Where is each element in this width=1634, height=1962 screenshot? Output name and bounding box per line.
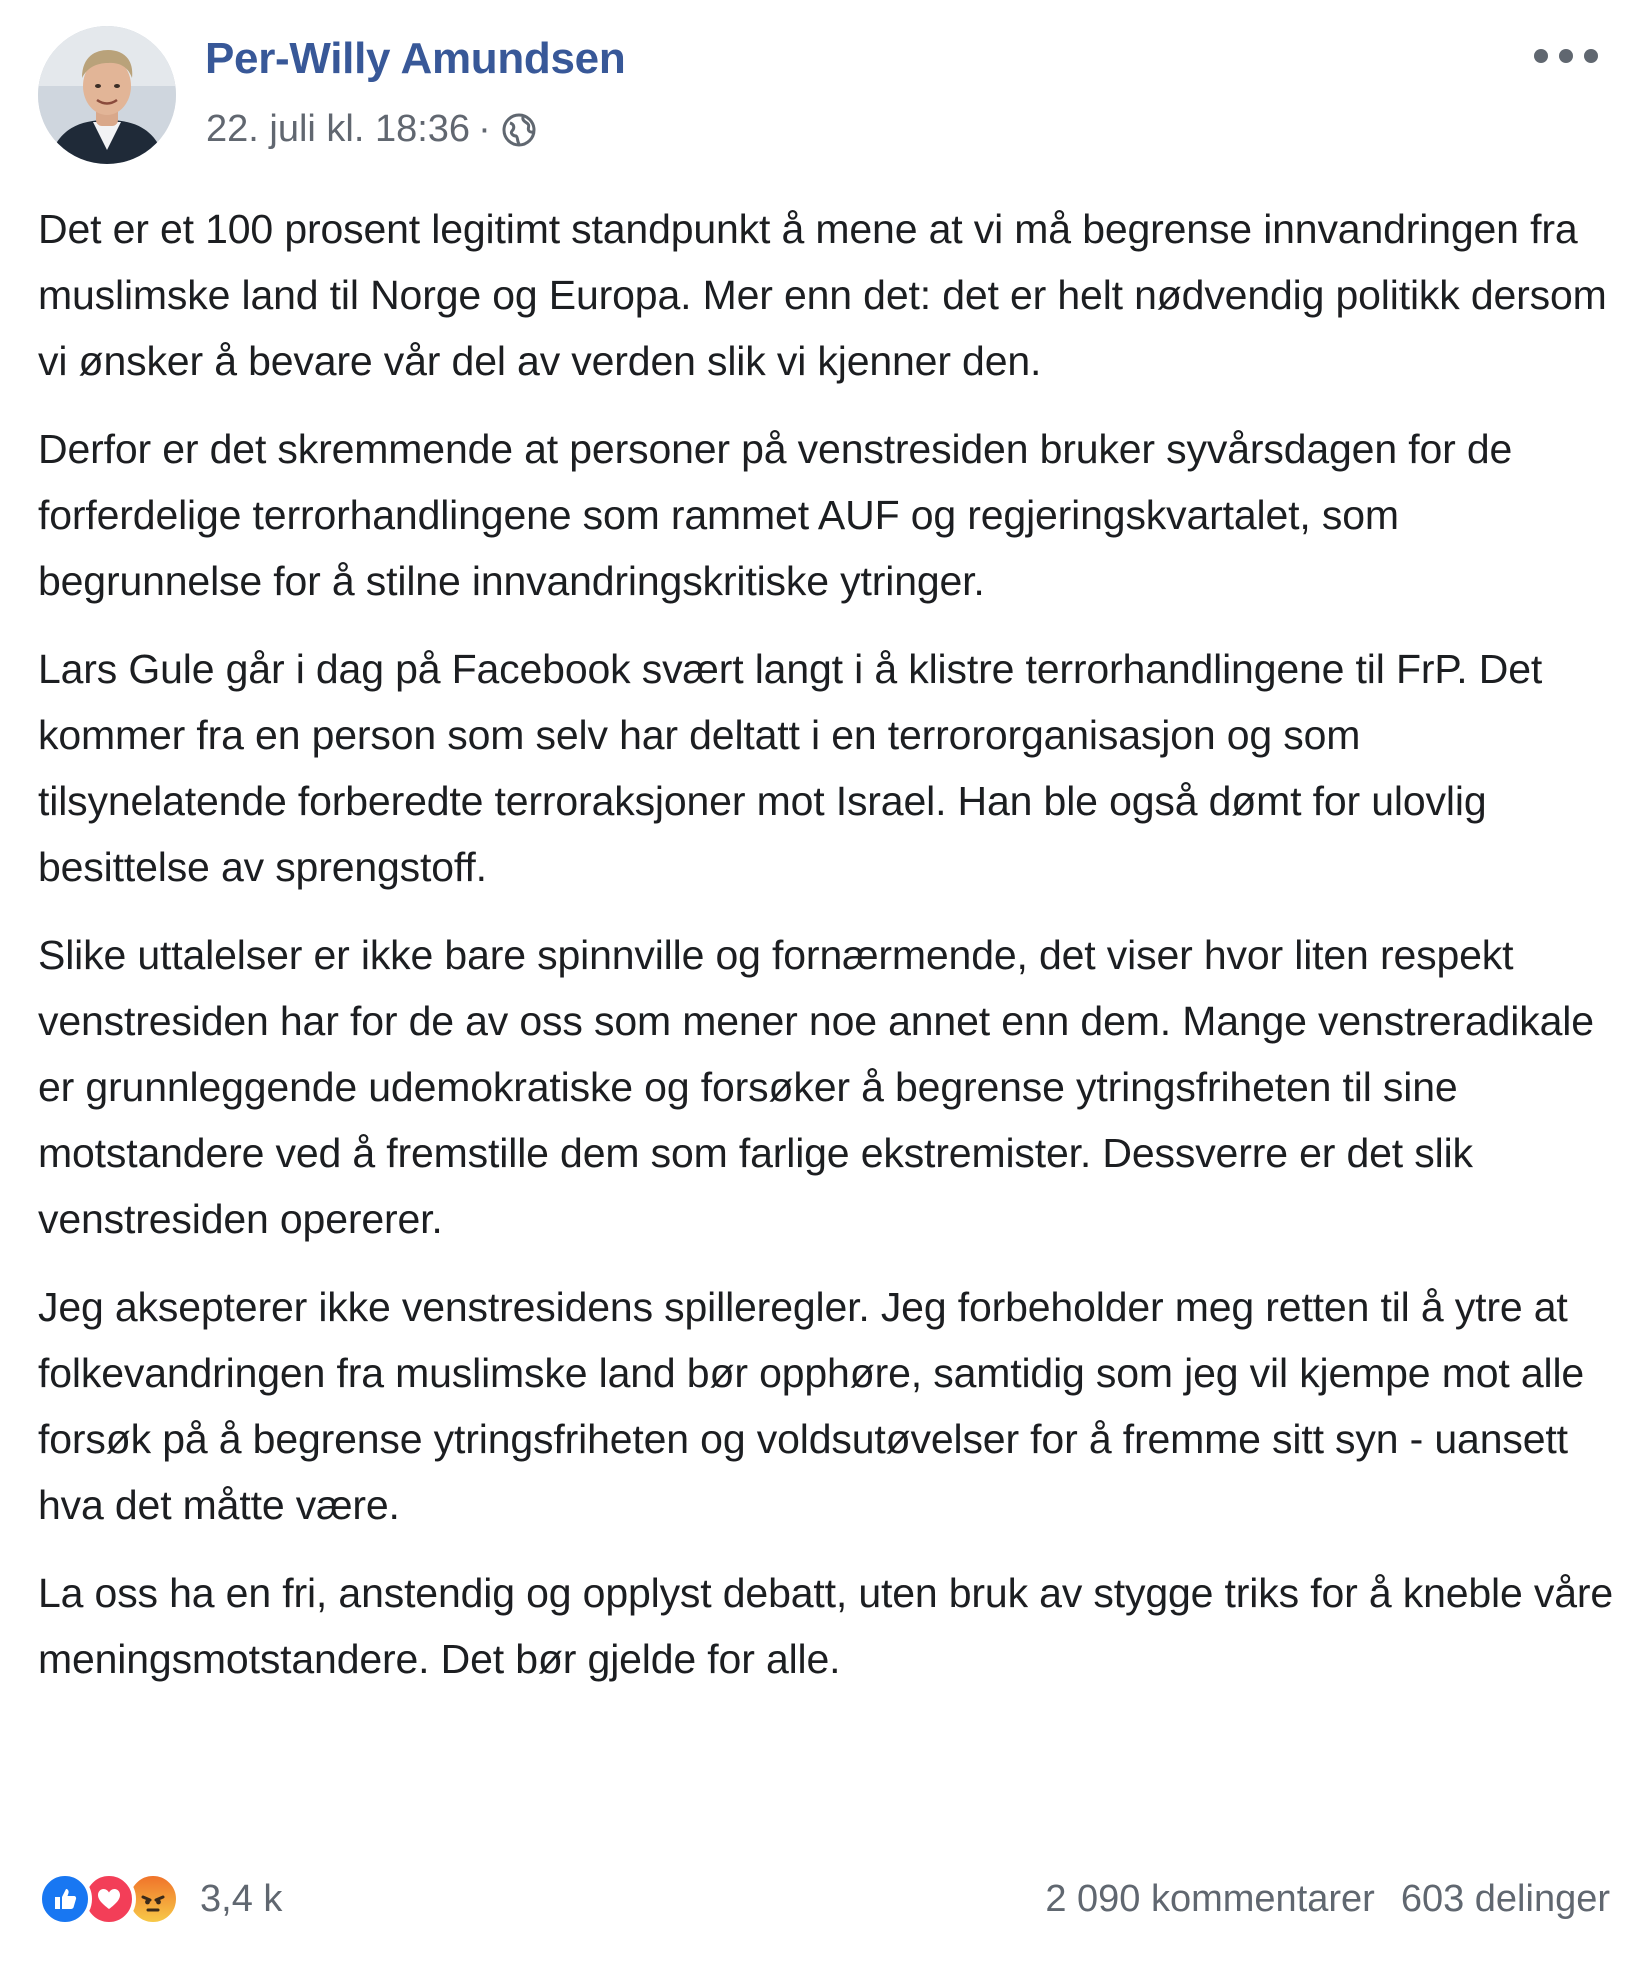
shares-count-link[interactable]: 603 delinger	[1400, 1878, 1610, 1920]
avatar[interactable]	[38, 26, 176, 164]
more-dot-icon	[1534, 49, 1548, 63]
author-name[interactable]: Per-Willy Amundsen	[205, 34, 626, 83]
reaction-count[interactable]: 3,4 k	[200, 1877, 283, 1920]
reactions-summary[interactable]	[38, 1872, 282, 1926]
like-icon	[38, 1872, 92, 1926]
post-paragraph: Det er et 100 prosent legitimt standpunkt å mene at vi må begrense innvandringen fra muslimske land til Norge og Europa. Mer enn det: det er helt nødvendig politikk dersom vi ønsker å bevare vår del av verden slik vi kjenner den.	[38, 206, 1607, 384]
meta-separator: ·	[478, 108, 491, 150]
post-paragraph: La oss ha en fri, anstendig og opplyst debatt, uten bruk av stygge triks for å kneble våre meningsmotstandere. Det bør gjelde for alle.	[38, 1570, 1614, 1682]
post-paragraph: Slike uttalelser er ikke bare spinnville og fornærmende, det viser hvor liten respekt venstresiden har for de av oss som mener noe annet enn dem. Mange venstreradikale er grunnleggende udemokratiske og forsøker å begrense ytringsfriheten til sine motstandere ved å fremstille dem som farlige ekstremister. Dessverre er det slik venstresiden opererer.	[38, 932, 1594, 1242]
more-options-button[interactable]	[1534, 36, 1598, 76]
post-footer	[38, 1872, 1610, 1932]
post-timestamp[interactable]: 22. juli kl. 18:36	[206, 108, 471, 150]
post-paragraph: Lars Gule går i dag på Facebook svært langt i å klistre terrorhandlingene til FrP. Det kommer fra en person som selv har deltatt i en terrororganisasjon og som tilsynelatende forberedte terroraksjoner mot Israel. Han ble også dømt for ulovlig besittelse av sprengstoff.	[38, 646, 1543, 890]
post-stats	[1045, 1878, 1610, 1921]
post-paragraph: Derfor er det skremmende at personer på venstresiden bruker syvårsdagen for de forferdelige terrorhandlingene som rammet AUF og regjeringskvartalet, som begrunnelse for å stilne innvandringskritiske ytringer.	[38, 426, 1513, 604]
more-dot-icon	[1559, 49, 1573, 63]
comments-count-link[interactable]: 2 090 kommentarer	[1045, 1878, 1375, 1920]
post-header	[38, 26, 1598, 166]
post-paragraph: Jeg aksepterer ikke venstresidens spilleregler. Jeg forbeholder meg retten til å ytre at folkevandringen fra muslimske land bør opphøre, samtidig som jeg vil kjempe mot alle forsøk på å begrense ytringsfriheten og voldsutøvelser for å fremme sitt syn - uansett hva det måtte være.	[38, 1284, 1585, 1528]
more-dot-icon	[1584, 49, 1598, 63]
post-meta	[206, 108, 539, 151]
post-body	[38, 196, 1618, 1714]
avatar-photo	[38, 26, 176, 164]
globe-icon[interactable]	[499, 110, 539, 150]
